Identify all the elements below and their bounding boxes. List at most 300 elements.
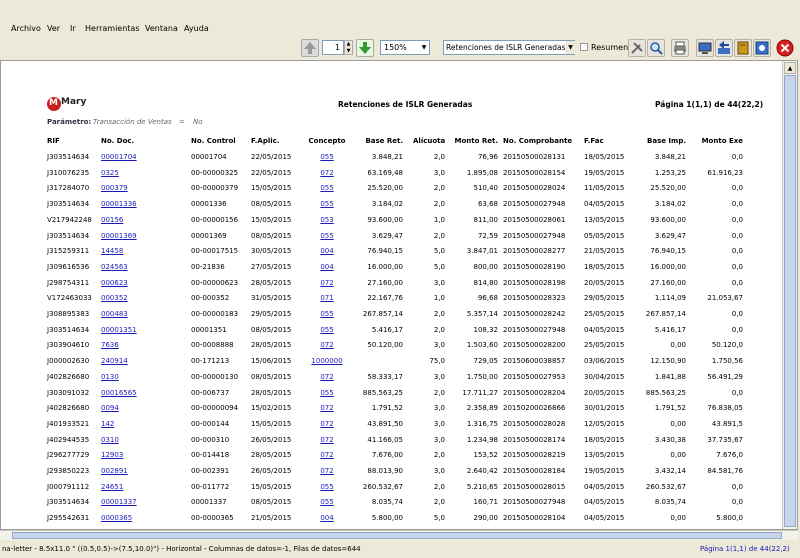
col-no-comprobante-cell: 20150500028174 bbox=[503, 435, 566, 444]
col-no-comprobante-cell: 20150500028104 bbox=[503, 514, 566, 523]
computer-icon bbox=[697, 40, 713, 56]
col-no-doc-cell[interactable]: 00001351 bbox=[101, 325, 137, 334]
col-no-doc-cell[interactable]: 14458 bbox=[101, 247, 124, 256]
param-eq: = bbox=[179, 118, 185, 126]
col-alicuota-cell: 2,0 bbox=[433, 310, 445, 318]
col-base-ret-cell: 43.891,50 bbox=[367, 419, 403, 428]
col-base-imp-cell: 0,00 bbox=[670, 341, 686, 350]
col-concepto-cell[interactable]: 055 bbox=[320, 200, 334, 209]
col-monto-exe-cell: 56.491,29 bbox=[707, 372, 743, 381]
col-f-fac-cell: 20/05/2015 bbox=[584, 388, 625, 397]
col-f-aplic-cell: 21/05/2015 bbox=[251, 514, 292, 523]
col-no-comprobante-cell: 20150500028200 bbox=[503, 341, 566, 350]
col-base-ret-cell: 3.184,02 bbox=[371, 200, 403, 209]
col-no-control-cell: 00-000310 bbox=[191, 435, 230, 444]
col-f-fac-cell: 13/05/2015 bbox=[584, 451, 625, 460]
col-base-imp-cell: 12.150,90 bbox=[650, 357, 686, 366]
col-monto-exe-cell: 0,0 bbox=[731, 153, 743, 161]
col-no-doc-cell[interactable]: 000483 bbox=[101, 310, 128, 318]
col-no-doc-cell[interactable]: 12903 bbox=[101, 451, 124, 460]
col-monto-ret-cell: 510,40 bbox=[473, 184, 498, 193]
print-button[interactable] bbox=[671, 39, 689, 57]
col-concepto-header: Concepto bbox=[308, 137, 346, 145]
col-no-doc-cell[interactable]: 24651 bbox=[101, 482, 124, 491]
col-f-aplic-cell: 15/02/2015 bbox=[251, 404, 292, 413]
col-alicuota-cell: 1,0 bbox=[433, 215, 445, 224]
menu-ventana[interactable]: Ventana bbox=[145, 24, 178, 33]
col-f-aplic-cell: 28/05/2015 bbox=[251, 341, 292, 350]
col-base-imp-cell: 76.940,15 bbox=[650, 247, 686, 256]
col-no-doc-cell[interactable]: 002891 bbox=[101, 467, 128, 475]
col-monto-exe-cell: 21.053,67 bbox=[707, 294, 743, 303]
col-no-control-cell: 00-00017515 bbox=[191, 247, 239, 256]
col-concepto-cell[interactable]: 072 bbox=[320, 451, 334, 460]
col-concepto-cell[interactable]: 004 bbox=[320, 514, 334, 523]
col-monto-exe-cell: 76.838,05 bbox=[707, 404, 743, 413]
horizontal-scrollbar[interactable] bbox=[0, 530, 798, 540]
menu-ver[interactable]: Ver bbox=[47, 24, 61, 33]
col-f-fac-cell: 30/01/2015 bbox=[584, 404, 625, 413]
col-concepto-cell[interactable]: 055 bbox=[320, 153, 334, 161]
zoom-select[interactable]: 150% bbox=[380, 40, 430, 55]
col-monto-ret-cell: 96,68 bbox=[477, 294, 498, 303]
col-base-imp-cell: 1.791,52 bbox=[654, 404, 686, 413]
col-f-fac-cell: 04/05/2015 bbox=[584, 514, 625, 523]
col-rif-cell: J303514634 bbox=[47, 200, 90, 209]
col-monto-ret-cell: 1.234,98 bbox=[466, 435, 498, 444]
chevron-down-icon: ▼ bbox=[566, 41, 575, 54]
close-button[interactable] bbox=[776, 39, 794, 57]
col-monto-ret-cell: 811,00 bbox=[473, 215, 498, 224]
col-concepto-cell[interactable]: 004 bbox=[320, 247, 334, 256]
col-alicuota-cell: 2,0 bbox=[433, 482, 445, 491]
col-rif-cell: J303514634 bbox=[47, 231, 90, 240]
col-no-doc-cell[interactable]: 0000365 bbox=[101, 514, 133, 523]
col-base-ret-cell: 7.676,00 bbox=[371, 451, 403, 460]
col-monto-exe-cell: 84.581,76 bbox=[707, 467, 743, 475]
col-f-aplic-cell: 15/05/2015 bbox=[251, 482, 292, 491]
col-alicuota-cell: 5,0 bbox=[433, 247, 445, 256]
col-no-control-cell: 00-0000365 bbox=[191, 514, 234, 523]
col-base-imp-cell: 885.563,25 bbox=[645, 388, 686, 397]
col-base-imp-cell: 27.160,00 bbox=[650, 278, 686, 287]
col-no-doc-cell[interactable]: 000623 bbox=[101, 278, 128, 287]
param-label: Parámetro: bbox=[47, 118, 92, 126]
col-no-doc-cell[interactable]: 000379 bbox=[101, 184, 128, 193]
col-no-control-cell: 00001704 bbox=[191, 153, 227, 161]
col-monto-exe-cell: 0,0 bbox=[731, 310, 743, 318]
col-base-imp-cell: 3.432,14 bbox=[654, 467, 686, 475]
col-no-doc-cell[interactable]: 0310 bbox=[101, 435, 119, 444]
col-monto-ret-cell: 1.503,60 bbox=[466, 341, 498, 350]
col-monto-exe-cell: 0,0 bbox=[731, 482, 743, 491]
col-no-control-cell: 00-011772 bbox=[191, 482, 230, 491]
col-no-comprobante-cell: 20150500028323 bbox=[503, 294, 566, 303]
col-no-control-cell: 00001337 bbox=[191, 498, 227, 507]
menu-ir[interactable]: Ir bbox=[70, 24, 76, 33]
col-no-control-cell: 00001369 bbox=[191, 231, 227, 240]
col-concepto-cell[interactable]: 055 bbox=[320, 388, 334, 397]
col-no-control-cell: 00-21836 bbox=[191, 262, 225, 271]
col-base-ret-cell: 3.848,21 bbox=[371, 153, 403, 161]
tools-button[interactable] bbox=[628, 39, 646, 57]
resumen-label: Resumen bbox=[591, 43, 629, 52]
col-alicuota-cell: 2,0 bbox=[433, 231, 445, 240]
page-down-button[interactable] bbox=[356, 39, 374, 57]
col-f-aplic-cell: 31/05/2015 bbox=[251, 294, 292, 303]
col-concepto-cell[interactable]: 055 bbox=[320, 325, 334, 334]
col-monto-exe-cell: 0,0 bbox=[731, 200, 743, 209]
book-icon bbox=[735, 40, 751, 56]
menu-bar bbox=[0, 0, 800, 34]
col-alicuota-cell: 5,0 bbox=[433, 262, 445, 271]
col-alicuota-cell: 3,0 bbox=[433, 467, 445, 475]
col-monto-ret-cell: 1.316,75 bbox=[466, 419, 498, 428]
col-monto-exe-cell: 1.750,56 bbox=[711, 357, 743, 366]
col-monto-ret-cell: 290,00 bbox=[473, 514, 498, 523]
col-no-control-cell: 00001351 bbox=[191, 325, 227, 334]
col-base-imp-cell: 3.430,38 bbox=[654, 435, 686, 444]
page-up-button[interactable] bbox=[301, 39, 319, 57]
printer-icon bbox=[672, 40, 688, 56]
col-base-ret-cell: 22.167,76 bbox=[367, 294, 403, 303]
col-concepto-cell[interactable]: 072 bbox=[320, 435, 334, 444]
col-base-ret-cell: 3.629,47 bbox=[371, 231, 403, 240]
col-alicuota-cell: 3,0 bbox=[433, 278, 445, 287]
col-monto-ret-cell: 814,80 bbox=[473, 278, 498, 287]
book-button[interactable] bbox=[734, 39, 752, 57]
col-rif-cell: J315259311 bbox=[47, 247, 90, 256]
resumen-checkbox[interactable] bbox=[580, 43, 588, 51]
col-no-control-cell: 00-00000379 bbox=[191, 184, 239, 193]
col-no-comprobante-cell: 20150500028024 bbox=[503, 184, 566, 193]
col-base-ret-header: Base Ret. bbox=[365, 137, 403, 145]
col-no-doc-cell[interactable]: 024563 bbox=[101, 262, 128, 271]
col-no-doc-cell[interactable]: 00001704 bbox=[101, 153, 137, 161]
col-f-aplic-cell: 26/05/2015 bbox=[251, 467, 292, 475]
col-monto-ret-cell: 2.640,42 bbox=[466, 467, 498, 475]
col-no-doc-cell[interactable]: 00156 bbox=[101, 215, 124, 224]
col-f-aplic-cell: 15/06/2015 bbox=[251, 357, 292, 366]
col-base-ret-cell: 260.532,67 bbox=[362, 482, 403, 491]
col-rif-cell: J303091032 bbox=[47, 388, 90, 397]
col-base-ret-cell: 88.013,90 bbox=[367, 467, 403, 475]
close-icon bbox=[776, 39, 794, 57]
col-base-ret-cell: 8.035,74 bbox=[371, 498, 403, 507]
col-concepto-cell[interactable]: 055 bbox=[320, 498, 334, 507]
col-monto-exe-cell: 0,0 bbox=[731, 184, 743, 193]
col-no-comprobante-cell: 20150500028242 bbox=[503, 310, 566, 318]
col-rif-cell: J317284070 bbox=[47, 184, 90, 193]
col-base-imp-cell: 260.532,67 bbox=[645, 482, 686, 491]
col-monto-ret-cell: 1.750,00 bbox=[466, 372, 498, 381]
col-no-comprobante-cell: 20150500028204 bbox=[503, 388, 566, 397]
col-no-control-cell: 00-00000183 bbox=[191, 310, 239, 318]
logo-icon: M bbox=[47, 97, 61, 111]
col-no-control-cell: 00-002391 bbox=[191, 467, 230, 475]
col-monto-ret-cell: 72,59 bbox=[477, 231, 498, 240]
col-f-fac-cell: 04/05/2015 bbox=[584, 498, 625, 507]
col-monto-ret-cell: 76,96 bbox=[477, 153, 498, 161]
col-base-ret-cell: 885.563,25 bbox=[362, 388, 403, 397]
col-rif-cell: J000002630 bbox=[47, 357, 90, 366]
col-no-doc-cell[interactable]: 00001336 bbox=[101, 200, 137, 209]
col-f-aplic-cell: 28/05/2015 bbox=[251, 388, 292, 397]
col-no-comprobante-cell: 20150500028184 bbox=[503, 467, 566, 475]
col-no-control-cell: 00001336 bbox=[191, 200, 227, 209]
col-base-imp-cell: 0,00 bbox=[670, 419, 686, 428]
col-f-fac-cell: 25/05/2015 bbox=[584, 310, 625, 318]
col-monto-ret-cell: 63,68 bbox=[477, 200, 498, 209]
col-f-aplic-cell: 08/05/2015 bbox=[251, 200, 292, 209]
col-alicuota-cell: 2,0 bbox=[433, 184, 445, 193]
col-base-ret-cell: 63.169,48 bbox=[367, 168, 403, 177]
col-alicuota-cell: 3,0 bbox=[433, 372, 445, 381]
col-base-ret-cell: 1.791,52 bbox=[371, 404, 403, 413]
col-f-fac-cell: 19/05/2015 bbox=[584, 168, 625, 177]
col-f-fac-cell: 11/05/2015 bbox=[584, 184, 625, 193]
col-concepto-cell[interactable]: 055 bbox=[320, 310, 334, 318]
col-rif-cell: J303514634 bbox=[47, 325, 90, 334]
col-no-comprobante-cell: 20150500028219 bbox=[503, 451, 566, 460]
col-alicuota-cell: 2,0 bbox=[433, 451, 445, 460]
col-monto-ret-header: Monto Ret. bbox=[454, 137, 498, 145]
col-concepto-cell[interactable]: 072 bbox=[320, 404, 334, 413]
col-monto-ret-cell: 1.895,08 bbox=[466, 168, 498, 177]
report-select[interactable]: Retenciones de ISLR Generadas bbox=[443, 40, 575, 55]
col-f-fac-header: F.Fac bbox=[584, 137, 604, 145]
search-icon bbox=[648, 40, 664, 56]
col-no-doc-cell[interactable]: 142 bbox=[101, 419, 115, 428]
col-no-comprobante-cell: 20150500027948 bbox=[503, 498, 566, 507]
col-monto-exe-cell: 43.891,5 bbox=[711, 419, 743, 428]
col-monto-ret-cell: 729,05 bbox=[473, 357, 498, 366]
col-no-control-header: No. Control bbox=[191, 137, 236, 145]
col-rif-cell: J402826680 bbox=[47, 372, 90, 381]
col-f-aplic-cell: 29/05/2015 bbox=[251, 310, 292, 318]
col-no-doc-cell[interactable]: 00016565 bbox=[101, 388, 137, 397]
toolbar bbox=[0, 37, 800, 59]
col-f-fac-cell: 29/05/2015 bbox=[584, 294, 625, 303]
col-no-doc-cell[interactable]: 000352 bbox=[101, 294, 128, 303]
col-monto-ret-cell: 2.358,89 bbox=[466, 404, 498, 413]
col-monto-exe-cell: 0,0 bbox=[731, 325, 743, 334]
col-f-aplic-header: F.Aplic. bbox=[251, 137, 280, 145]
col-no-doc-cell[interactable]: 7636 bbox=[101, 341, 119, 350]
col-monto-exe-header: Monto Exe bbox=[701, 137, 743, 145]
logo-text: Mary bbox=[61, 97, 87, 107]
col-base-ret-cell: 76.940,15 bbox=[367, 247, 403, 256]
col-concepto-cell[interactable]: 072 bbox=[320, 278, 334, 287]
col-concepto-cell[interactable]: 055 bbox=[320, 482, 334, 491]
col-alicuota-header: Alícuota bbox=[413, 137, 446, 145]
col-no-doc-cell[interactable]: 240914 bbox=[101, 357, 128, 366]
col-f-aplic-cell: 22/05/2015 bbox=[251, 153, 292, 161]
col-rif-cell: J295542631 bbox=[47, 514, 90, 523]
col-alicuota-cell: 75,0 bbox=[429, 357, 445, 366]
col-no-control-cell: 00-000352 bbox=[191, 294, 230, 303]
col-base-imp-cell: 1.253,25 bbox=[654, 168, 686, 177]
col-alicuota-cell: 2,0 bbox=[433, 153, 445, 161]
col-no-control-cell: 00-00000094 bbox=[191, 404, 239, 413]
col-monto-exe-cell: 61.916,23 bbox=[707, 168, 743, 177]
col-rif-cell: V217942248 bbox=[47, 215, 92, 224]
col-base-ret-cell: 16.000,00 bbox=[367, 262, 403, 271]
col-no-doc-cell[interactable]: 00001337 bbox=[101, 498, 137, 507]
col-f-fac-cell: 04/05/2015 bbox=[584, 325, 625, 334]
col-no-control-cell: 00-00000130 bbox=[191, 372, 239, 381]
col-monto-ret-cell: 3.847,01 bbox=[466, 247, 498, 256]
col-concepto-cell[interactable]: 071 bbox=[320, 294, 334, 303]
col-base-ret-cell: 93.600,00 bbox=[367, 215, 403, 224]
col-f-aplic-cell: 08/05/2015 bbox=[251, 498, 292, 507]
col-monto-ret-cell: 17.711,27 bbox=[462, 388, 498, 397]
col-concepto-cell[interactable]: 072 bbox=[320, 419, 334, 428]
col-f-aplic-cell: 26/05/2015 bbox=[251, 435, 292, 444]
col-base-imp-cell: 3.184,02 bbox=[654, 200, 686, 209]
col-f-aplic-cell: 28/05/2015 bbox=[251, 278, 292, 287]
col-no-control-cell: 00-00000325 bbox=[191, 168, 239, 177]
col-no-comprobante-cell: 20150500027953 bbox=[503, 372, 566, 381]
col-rif-cell: J310076235 bbox=[47, 168, 90, 177]
scroll-up-arrow[interactable]: ▲ bbox=[784, 62, 796, 74]
status-text: na-letter - 8.5x11.0 " ((0.5,0.5)->(7.5,10.0)") - Horizontal - Columnas de datos=-1, Filas de datos=644 bbox=[2, 545, 361, 553]
param-name: Transacción de Ventas bbox=[93, 118, 172, 126]
col-rif-cell: J303904610 bbox=[47, 341, 90, 350]
col-rif-cell: J303514634 bbox=[47, 153, 90, 161]
col-f-fac-cell: 04/05/2015 bbox=[584, 200, 625, 209]
col-alicuota-cell: 2,0 bbox=[433, 498, 445, 507]
col-monto-ret-cell: 800,00 bbox=[473, 262, 498, 271]
col-base-ret-cell: 25.520,00 bbox=[367, 184, 403, 193]
col-concepto-cell[interactable]: 053 bbox=[320, 215, 334, 224]
status-page-info: Página 1(1,1) de 44(22,2) bbox=[700, 545, 790, 553]
col-rif-cell: J402826680 bbox=[47, 404, 90, 413]
col-f-fac-cell: 04/05/2015 bbox=[584, 482, 625, 491]
col-concepto-cell[interactable]: 004 bbox=[320, 262, 334, 271]
col-monto-exe-cell: 0,0 bbox=[731, 247, 743, 256]
col-monto-ret-cell: 160,71 bbox=[473, 498, 498, 507]
col-monto-exe-cell: 50.120,0 bbox=[711, 341, 743, 350]
col-no-comprobante-cell: 20150500028190 bbox=[503, 262, 566, 271]
col-no-comprobante-header: No. Comprobante bbox=[503, 137, 573, 145]
col-alicuota-cell: 2,0 bbox=[433, 200, 445, 209]
col-monto-exe-cell: 7.676,0 bbox=[716, 451, 743, 460]
col-alicuota-cell: 3,0 bbox=[433, 435, 445, 444]
menu-ayuda[interactable]: Ayuda bbox=[184, 24, 209, 33]
menu-herramientas[interactable]: Herramientas bbox=[85, 24, 140, 33]
help-button[interactable] bbox=[753, 39, 771, 57]
col-base-imp-cell: 93.600,00 bbox=[650, 215, 686, 224]
hscroll-thumb[interactable] bbox=[12, 532, 782, 539]
col-no-comprobante-cell: 20150500027948 bbox=[503, 325, 566, 334]
vertical-scrollbar[interactable] bbox=[782, 61, 797, 529]
page-number-input[interactable]: 1 bbox=[322, 40, 344, 55]
col-concepto-cell[interactable]: 055 bbox=[320, 184, 334, 193]
menu-archivo[interactable]: Archivo bbox=[11, 24, 41, 33]
col-no-comprobante-cell: 20150500027948 bbox=[503, 231, 566, 240]
col-f-aplic-cell: 08/05/2015 bbox=[251, 372, 292, 381]
col-no-control-cell: 00-00000623 bbox=[191, 278, 239, 287]
col-base-ret-cell: 5.416,17 bbox=[371, 325, 403, 334]
col-base-imp-cell: 16.000,00 bbox=[650, 262, 686, 271]
status-bar bbox=[0, 541, 800, 558]
col-no-comprobante-cell: 20150500028131 bbox=[503, 153, 566, 161]
col-f-fac-cell: 18/05/2015 bbox=[584, 262, 625, 271]
col-alicuota-cell: 1,0 bbox=[433, 294, 445, 303]
col-no-comprobante-cell: 20150500028061 bbox=[503, 215, 566, 224]
arrow-up-icon bbox=[302, 40, 318, 56]
col-monto-exe-cell: 0,0 bbox=[731, 388, 743, 397]
col-f-fac-cell: 12/05/2015 bbox=[584, 419, 625, 428]
col-no-doc-header: No. Doc. bbox=[101, 137, 135, 145]
col-monto-exe-cell: 37.735,67 bbox=[707, 435, 743, 444]
col-base-imp-cell: 0,00 bbox=[670, 514, 686, 523]
col-rif-cell: J298754311 bbox=[47, 278, 90, 287]
col-monto-exe-cell: 0,0 bbox=[731, 262, 743, 271]
col-no-doc-cell[interactable]: 0094 bbox=[101, 404, 119, 413]
col-base-ret-cell: 5.800,00 bbox=[371, 514, 403, 523]
page-spinner[interactable]: ▲ ▼ bbox=[344, 40, 353, 55]
col-f-aplic-cell: 08/05/2015 bbox=[251, 231, 292, 240]
col-f-aplic-cell: 27/05/2015 bbox=[251, 262, 292, 271]
col-concepto-cell[interactable]: 072 bbox=[320, 467, 334, 475]
col-f-fac-cell: 21/05/2015 bbox=[584, 247, 625, 256]
col-rif-cell: J303514634 bbox=[47, 498, 90, 507]
send-button[interactable] bbox=[715, 39, 733, 57]
arrow-left-icon bbox=[716, 40, 732, 56]
col-f-aplic-cell: 22/05/2015 bbox=[251, 168, 292, 177]
col-no-control-cell: 00-014418 bbox=[191, 451, 230, 460]
col-concepto-cell[interactable]: 072 bbox=[320, 341, 334, 350]
col-no-doc-cell[interactable]: 00001369 bbox=[101, 231, 137, 240]
col-f-aplic-cell: 15/05/2015 bbox=[251, 419, 292, 428]
col-monto-exe-cell: 0,0 bbox=[731, 215, 743, 224]
col-no-doc-cell[interactable]: 0325 bbox=[101, 168, 119, 177]
col-no-comprobante-cell: 20150500028154 bbox=[503, 168, 566, 177]
col-base-imp-cell: 3.848,21 bbox=[654, 153, 686, 161]
col-concepto-cell[interactable]: 1000000 bbox=[311, 357, 343, 366]
col-monto-ret-cell: 5.357,14 bbox=[466, 310, 498, 318]
col-monto-exe-cell: 0,0 bbox=[731, 231, 743, 240]
search-button[interactable] bbox=[647, 39, 665, 57]
col-no-doc-cell[interactable]: 0130 bbox=[101, 372, 119, 381]
scroll-thumb[interactable] bbox=[784, 75, 796, 527]
col-base-ret-cell: 27.160,00 bbox=[367, 278, 403, 287]
col-rif-cell: J308895383 bbox=[47, 310, 90, 318]
col-rif-cell: J401933521 bbox=[47, 419, 90, 428]
help-icon bbox=[754, 40, 770, 56]
col-monto-ret-cell: 108,32 bbox=[473, 325, 498, 334]
col-base-imp-cell: 1.841,88 bbox=[654, 372, 686, 381]
col-no-control-cell: 00-171213 bbox=[191, 357, 230, 366]
col-rif-cell: V172463033 bbox=[47, 294, 92, 303]
col-concepto-cell[interactable]: 055 bbox=[320, 231, 334, 240]
col-f-fac-cell: 20/05/2015 bbox=[584, 278, 625, 287]
col-no-control-cell: 00-000144 bbox=[191, 419, 230, 428]
col-no-comprobante-cell: 20150200026866 bbox=[503, 404, 566, 413]
col-alicuota-cell: 3,0 bbox=[433, 404, 445, 413]
col-no-control-cell: 00-0008888 bbox=[191, 341, 234, 350]
param-value: No bbox=[193, 118, 203, 126]
col-monto-exe-cell: 0,0 bbox=[731, 498, 743, 507]
col-rif-cell: J309616536 bbox=[47, 262, 90, 271]
export-button[interactable] bbox=[696, 39, 714, 57]
col-concepto-cell[interactable]: 072 bbox=[320, 168, 334, 177]
col-concepto-cell[interactable]: 072 bbox=[320, 372, 334, 381]
report-title: Retenciones de ISLR Generadas bbox=[338, 100, 473, 109]
col-f-fac-cell: 18/05/2015 bbox=[584, 435, 625, 444]
